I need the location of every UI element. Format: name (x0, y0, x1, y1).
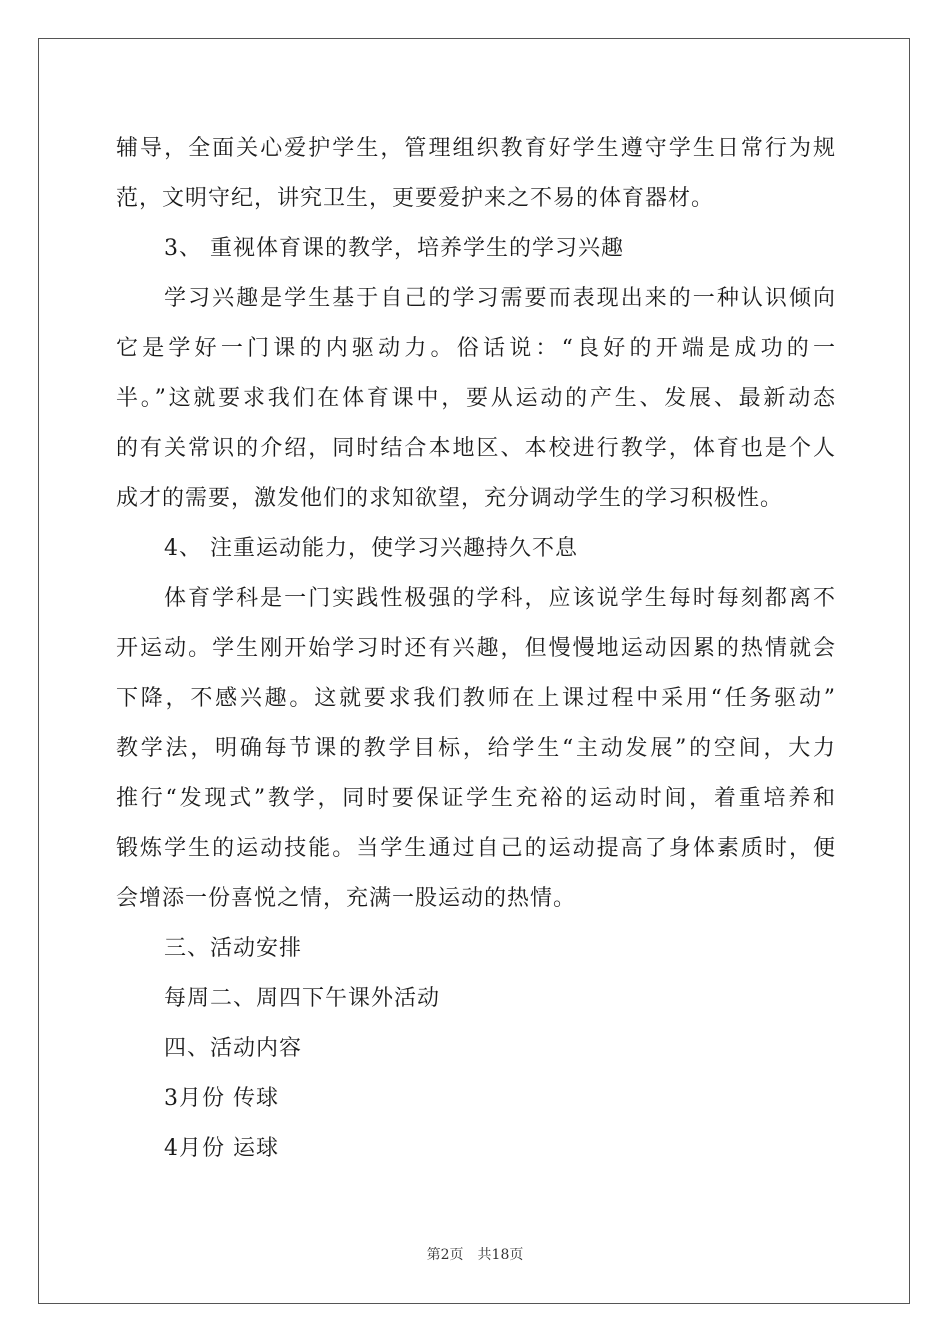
text-line-18: 每周二、周四下午课外活动 (164, 986, 441, 1011)
text-line-4: 学习兴趣是学生基于自己的学习需要而表现出来的一种认识倾向 (164, 286, 836, 311)
text-line-10: 体育学科是一门实践性极强的学科，应该说学生每时每刻都离不 (164, 586, 836, 611)
text-line-12: 下降，不感兴趣。这就要求我们教师在上课过程中采用“任务驱动” (116, 686, 836, 711)
text-line-7: 的有关常识的介绍，同时结合本地区、本校进行教学，体育也是个人 (116, 436, 836, 461)
text-line-5: 它是学好一门课的内驱动力。俗话说：“良好的开端是成功的一 (116, 336, 836, 361)
text-line-21: 4月份 运球 (164, 1136, 279, 1161)
page-footer (0, 1244, 950, 1264)
text-line-11: 开运动。学生刚开始学习时还有兴趣，但慢慢地运动因累的热情就会 (116, 636, 836, 661)
text-line-20: 3月份 传球 (164, 1086, 279, 1111)
text-line-13: 教学法，明确每节课的教学目标，给学生“主动发展”的空间，大力 (116, 736, 836, 761)
text-line-19: 四、活动内容 (164, 1036, 303, 1061)
text-line-17: 三、活动安排 (164, 936, 303, 961)
text-line-14: 推行“发现式”教学，同时要保证学生充裕的运动时间，着重培养和 (116, 786, 836, 811)
total-pages: 共18页 (477, 1247, 524, 1263)
text-line-16: 会增添一份喜悦之情，充满一股运动的热情。 (116, 886, 577, 911)
document-body (116, 124, 836, 1174)
text-line-6: 半。”这就要求我们在体育课中，要从运动的产生、发展、最新动态 (116, 386, 836, 411)
text-line-8: 成才的需要，激发他们的求知欲望，充分调动学生的学习积极性。 (116, 486, 784, 511)
text-line-15: 锻炼学生的运动技能。当学生通过自己的运动提高了身体素质时，便 (116, 836, 836, 861)
text-line-9: 4、 注重运动能力，使学习兴趣持久不息 (164, 536, 578, 561)
text-line-2: 范，文明守纪，讲究卫生，更要爱护来之不易的体育器材。 (116, 186, 715, 211)
text-line-3: 3、 重视体育课的教学，培养学生的学习兴趣 (164, 236, 624, 261)
text-line-1: 辅导，全面关心爱护学生，管理组织教育好学生遵守学生日常行为规 (116, 136, 836, 161)
current-page-number: 第2页 (426, 1247, 464, 1263)
